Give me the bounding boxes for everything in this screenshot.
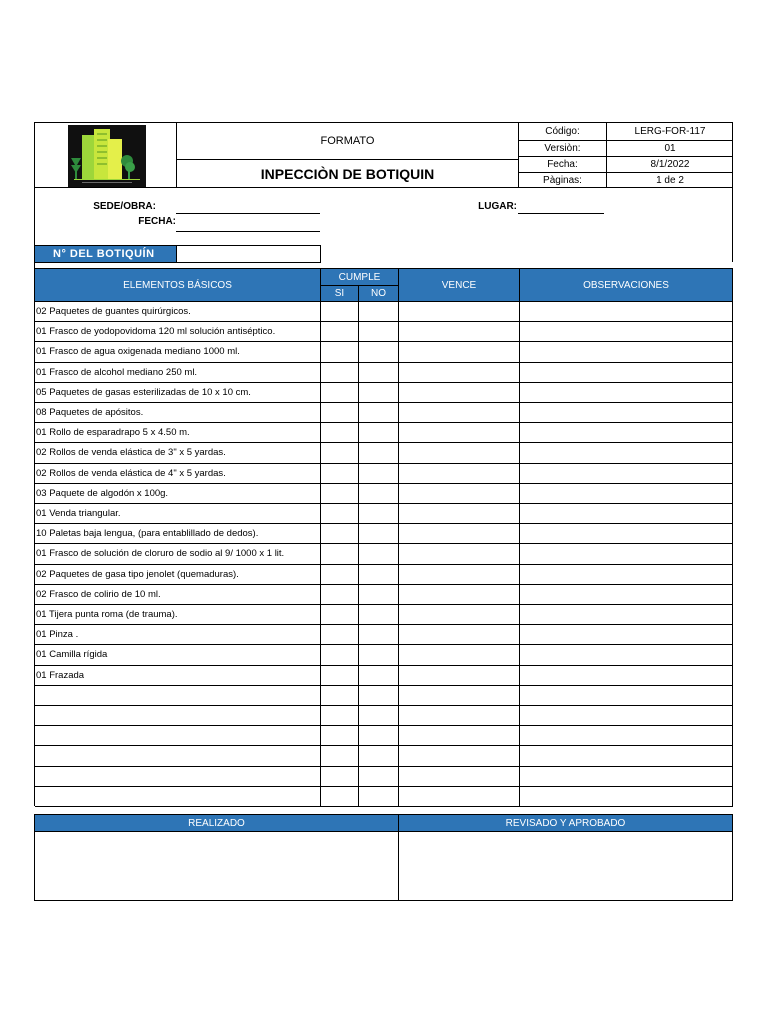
col-observaciones-header	[520, 269, 733, 302]
row-cumple-no[interactable]	[359, 302, 399, 322]
row-cumple-si[interactable]	[321, 605, 359, 625]
row-vence[interactable]	[399, 464, 520, 484]
row-cumple-si[interactable]	[321, 625, 359, 645]
row-cumple-si[interactable]	[321, 726, 359, 746]
row-cumple-no[interactable]	[359, 706, 399, 726]
table-row	[35, 605, 733, 625]
row-vence[interactable]	[399, 322, 520, 342]
table-row	[35, 686, 733, 706]
version-value: 01	[664, 142, 676, 154]
row-cumple-no[interactable]	[359, 342, 399, 362]
col-cumple-text: CUMPLE	[338, 271, 381, 283]
table-row	[35, 403, 733, 423]
row-item	[35, 767, 321, 787]
row-vence[interactable]	[399, 787, 520, 807]
table-row	[35, 322, 733, 342]
table-row	[35, 342, 733, 362]
row-cumple-si[interactable]	[321, 767, 359, 787]
row-vence[interactable]	[399, 746, 520, 766]
row-cumple-no[interactable]	[359, 524, 399, 544]
row-observaciones[interactable]	[520, 484, 733, 504]
row-observaciones[interactable]	[520, 686, 733, 706]
row-cumple-si[interactable]	[321, 484, 359, 504]
row-cumple-si[interactable]	[321, 666, 359, 686]
table-row	[35, 544, 733, 564]
row-cumple-si[interactable]	[321, 686, 359, 706]
row-item	[35, 726, 321, 746]
row-cumple-no[interactable]	[359, 504, 399, 524]
codigo-label: Código:	[545, 125, 580, 137]
page-title: INPECCIÒN DE BOTIQUIN	[260, 165, 435, 182]
row-observaciones[interactable]	[520, 302, 733, 322]
row-observaciones[interactable]	[520, 524, 733, 544]
realizado-header	[35, 815, 399, 832]
row-cumple-no[interactable]	[359, 767, 399, 787]
row-observaciones[interactable]	[520, 423, 733, 443]
col-no-text: NO	[371, 288, 386, 299]
row-cumple-si[interactable]	[321, 342, 359, 362]
table-row	[35, 524, 733, 544]
row-observaciones[interactable]	[520, 726, 733, 746]
table-row	[35, 504, 733, 524]
row-vence[interactable]	[399, 423, 520, 443]
row-cumple-si[interactable]	[321, 504, 359, 524]
row-cumple-si[interactable]	[321, 383, 359, 403]
row-item: 01 Tijera punta roma (de trauma).	[35, 605, 321, 625]
row-observaciones[interactable]	[520, 585, 733, 605]
row-observaciones[interactable]	[520, 767, 733, 787]
lugar-label: LUGAR:	[478, 201, 517, 212]
inspection-table	[34, 268, 733, 806]
row-item	[35, 746, 321, 766]
col-observaciones-text: OBSERVACIONES	[583, 279, 669, 291]
row-observaciones[interactable]	[520, 565, 733, 585]
table-row	[35, 706, 733, 726]
row-cumple-si[interactable]	[321, 585, 359, 605]
col-elementos-text: ELEMENTOS BÁSICOS	[123, 279, 232, 291]
row-item: 02 Rollos de venda elástica de 4" x 5 yardas.	[35, 464, 321, 484]
row-item: 01 Venda triangular.	[35, 504, 321, 524]
row-vence[interactable]	[399, 443, 520, 463]
row-vence[interactable]	[399, 767, 520, 787]
row-item: 05 Paquetes de gasas esterilizadas de 10 x 10 cm.	[35, 383, 321, 403]
logo-buildings-icon	[68, 125, 146, 187]
row-cumple-no[interactable]	[359, 565, 399, 585]
row-item: 01 Frasco de alcohol mediano 250 ml.	[35, 363, 321, 383]
row-item: 08 Paquetes de apósitos.	[35, 403, 321, 423]
table-row	[35, 767, 733, 787]
col-no-header	[359, 286, 399, 302]
row-cumple-no[interactable]	[359, 726, 399, 746]
row-vence[interactable]	[399, 726, 520, 746]
table-row	[35, 484, 733, 504]
row-item: 01 Frazada	[35, 666, 321, 686]
row-vence[interactable]	[399, 524, 520, 544]
table-row	[35, 787, 733, 807]
sede-obra-label: SEDE/OBRA:	[93, 201, 156, 212]
row-vence[interactable]	[399, 403, 520, 423]
row-item: 02 Paquetes de guantes quirúrgicos.	[35, 302, 321, 322]
table-row	[35, 302, 733, 322]
row-observaciones[interactable]	[520, 625, 733, 645]
row-item: 03 Paquete de algodón x 100g.	[35, 484, 321, 504]
version-label: Versiòn:	[544, 142, 581, 154]
row-vence[interactable]	[399, 645, 520, 665]
row-vence[interactable]	[399, 706, 520, 726]
botiquin-number-label	[34, 245, 177, 263]
row-cumple-no[interactable]	[359, 464, 399, 484]
botiquin-number-text: N° DEL BOTIQUÍN	[53, 248, 155, 260]
realizado-text: REALIZADO	[188, 817, 245, 829]
table-row	[35, 423, 733, 443]
table-row	[35, 443, 733, 463]
table-row	[35, 726, 733, 746]
row-cumple-no[interactable]	[359, 322, 399, 342]
paginas-value: 1 de 2	[656, 174, 684, 186]
row-vence[interactable]	[399, 666, 520, 686]
row-observaciones[interactable]	[520, 706, 733, 726]
lugar-field[interactable]	[518, 200, 604, 214]
fecha-meta-value: 8/1/2022	[650, 158, 690, 170]
table-row	[35, 625, 733, 645]
row-cumple-no[interactable]	[359, 484, 399, 504]
fecha-label: FECHA:	[138, 216, 176, 227]
row-item	[35, 706, 321, 726]
row-cumple-si[interactable]	[321, 302, 359, 322]
row-observaciones[interactable]	[520, 383, 733, 403]
row-cumple-no[interactable]	[359, 585, 399, 605]
signature-block	[34, 814, 733, 901]
row-vence[interactable]	[399, 342, 520, 362]
table-row	[35, 464, 733, 484]
row-vence[interactable]	[399, 484, 520, 504]
row-observaciones[interactable]	[520, 666, 733, 686]
col-si-text: SI	[334, 288, 345, 299]
row-vence[interactable]	[399, 585, 520, 605]
table-row	[35, 585, 733, 605]
row-cumple-si[interactable]	[321, 787, 359, 807]
row-vence[interactable]	[399, 605, 520, 625]
table-row	[35, 383, 733, 403]
row-cumple-no[interactable]	[359, 383, 399, 403]
row-cumple-no[interactable]	[359, 363, 399, 383]
row-vence[interactable]	[399, 625, 520, 645]
row-cumple-si[interactable]	[321, 443, 359, 463]
row-observaciones[interactable]	[520, 605, 733, 625]
row-cumple-no[interactable]	[359, 666, 399, 686]
row-cumple-no[interactable]	[359, 746, 399, 766]
row-cumple-si[interactable]	[321, 746, 359, 766]
row-vence[interactable]	[399, 363, 520, 383]
realizado-signature-area[interactable]	[35, 832, 399, 901]
row-cumple-no[interactable]	[359, 787, 399, 807]
row-item: 02 Paquetes de gasa tipo jenolet (quemaduras).	[35, 565, 321, 585]
table-row	[35, 746, 733, 766]
revisado-header	[399, 815, 733, 832]
row-item: 02 Frasco de colirio de 10 ml.	[35, 585, 321, 605]
row-item	[35, 787, 321, 807]
codigo-value: LERG-FOR-117	[634, 125, 706, 137]
format-label: FORMATO	[320, 135, 375, 147]
row-item: 10 Paletas baja lengua, (para entablillado de dedos).	[35, 524, 321, 544]
row-vence[interactable]	[399, 544, 520, 564]
table-row	[35, 666, 733, 686]
paginas-label: Pàginas:	[543, 174, 582, 186]
company-logo	[68, 125, 146, 187]
botiquin-number-field[interactable]	[176, 245, 321, 263]
revisado-text: REVISADO Y APROBADO	[505, 817, 626, 829]
col-si-header	[321, 286, 359, 302]
row-observaciones[interactable]	[520, 403, 733, 423]
table-row	[35, 645, 733, 665]
row-cumple-si[interactable]	[321, 706, 359, 726]
row-cumple-si[interactable]	[321, 403, 359, 423]
row-observaciones[interactable]	[520, 746, 733, 766]
row-vence[interactable]	[399, 565, 520, 585]
row-observaciones[interactable]	[520, 504, 733, 524]
fecha-field[interactable]	[176, 218, 320, 232]
row-vence[interactable]	[399, 686, 520, 706]
row-item: 01 Pinza .	[35, 625, 321, 645]
table-row	[35, 565, 733, 585]
row-cumple-no[interactable]	[359, 443, 399, 463]
row-observaciones[interactable]	[520, 645, 733, 665]
row-cumple-si[interactable]	[321, 645, 359, 665]
row-item: 01 Rollo de esparadrapo 5 x 4.50 m.	[35, 423, 321, 443]
row-item: 01 Frasco de yodopovidoma 120 ml solución antiséptico.	[35, 322, 321, 342]
row-cumple-no[interactable]	[359, 423, 399, 443]
col-elementos-header	[35, 269, 321, 302]
fecha-meta-label: Fecha:	[547, 158, 578, 170]
row-item: 02 Rollos de venda elástica de 3" x 5 yardas.	[35, 443, 321, 463]
row-cumple-no[interactable]	[359, 605, 399, 625]
row-vence[interactable]	[399, 383, 520, 403]
row-item	[35, 686, 321, 706]
row-cumple-si[interactable]	[321, 565, 359, 585]
row-cumple-no[interactable]	[359, 645, 399, 665]
row-observaciones[interactable]	[520, 322, 733, 342]
row-cumple-no[interactable]	[359, 544, 399, 564]
row-cumple-si[interactable]	[321, 423, 359, 443]
row-item: 01 Camilla rígida	[35, 645, 321, 665]
row-cumple-si[interactable]	[321, 363, 359, 383]
row-cumple-no[interactable]	[359, 625, 399, 645]
row-vence[interactable]	[399, 504, 520, 524]
table-row	[35, 363, 733, 383]
row-observaciones[interactable]	[520, 544, 733, 564]
row-item: 01 Frasco de solución de cloruro de sodio al 9/ 1000 x 1 lit.	[35, 544, 321, 564]
row-observaciones[interactable]	[520, 464, 733, 484]
row-vence[interactable]	[399, 302, 520, 322]
row-cumple-si[interactable]	[321, 524, 359, 544]
row-observaciones[interactable]	[520, 342, 733, 362]
sede-obra-field[interactable]	[176, 200, 320, 214]
row-observaciones[interactable]	[520, 363, 733, 383]
row-observaciones[interactable]	[520, 443, 733, 463]
row-cumple-si[interactable]	[321, 464, 359, 484]
row-cumple-si[interactable]	[321, 322, 359, 342]
col-vence-header	[399, 269, 520, 302]
row-cumple-si[interactable]	[321, 544, 359, 564]
row-observaciones[interactable]	[520, 787, 733, 807]
revisado-signature-area[interactable]	[399, 832, 733, 901]
col-vence-text: VENCE	[441, 279, 477, 291]
row-cumple-no[interactable]	[359, 686, 399, 706]
row-item: 01 Frasco de agua oxigenada mediano 1000 ml.	[35, 342, 321, 362]
col-cumple-header	[321, 269, 399, 286]
row-cumple-no[interactable]	[359, 403, 399, 423]
